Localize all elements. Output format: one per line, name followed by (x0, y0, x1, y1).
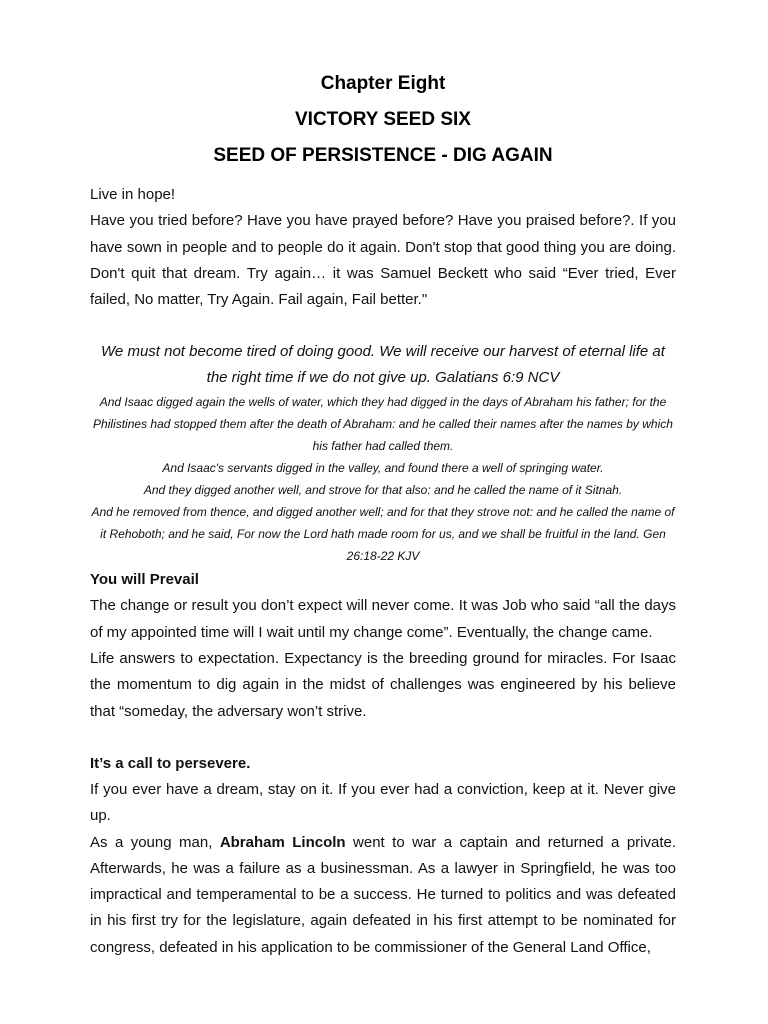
intro-paragraph: Have you tried before? Have you have prayed before? Have you praised before?. If you have sown in people and to people do it again. Don't stop that good thing you are doing. Don't quit that dream. Try again… it was Samuel Beckett who said “Ever tried, Ever failed, No matter, Try Again. Fail again, Fail better." (90, 212, 676, 309)
prevail-paragraph-2: Life answers to expectation. Expectancy is the breeding ground for miracles. For Isaac the momentum to dig again in the midst of challenges was engineered by his believe that “someday, the adversary won’t strive. (90, 650, 676, 720)
genesis-quote-verse-22: And he removed from thence, and digged another well; and for that they strove not: and he called the name of it Rehoboth; and he said, For now the Lord hath made room for us, and we shall be fruitful in the land. Gen 26:18-22 KJV (91, 505, 675, 564)
persevere-paragraph-1: If you ever have a dream, stay on it. If you ever had a conviction, keep at it. Never give up. (90, 780, 676, 825)
lincoln-story-text: went to war a captain and returned a private. Afterwards, he was a failure as a businessman. As a lawyer in Springfield, he was too impractical and temperamental to be a success. He turned to politics and was defeated in his first try for the legislature, again defeated in his first attempt to be nominated for congress, defeated in his application to be commissioner of the General Land Office, (90, 833, 677, 956)
document-page (90, 66, 676, 961)
section-subtitle: SEED OF PERSISTENCE - DIG AGAIN (213, 145, 553, 166)
spacer (90, 313, 676, 339)
galatians-quote: We must not become tired of doing good. We will receive our harvest of eternal life at the right time if we do not give up. Galatians 6:9 NCV (101, 343, 665, 387)
abraham-lincoln-name: Abraham Lincoln (219, 833, 346, 851)
genesis-quote-verse-19: And Isaac's servants digged in the valley, and found there a well of springing water. (162, 461, 604, 476)
lincoln-paragraph (90, 830, 676, 961)
lincoln-intro-text: As a young man, (90, 833, 220, 851)
prevail-heading: You will Prevail (90, 571, 199, 589)
genesis-quote-verse-18: And Isaac digged again the wells of water, which they had digged in the days of Abraham his father; for the Philistines had stopped them after the death of Abraham: and he called their names after the names by which his father had called them. (93, 395, 673, 454)
seed-title: VICTORY SEED SIX (295, 109, 471, 130)
chapter-title: Chapter Eight (320, 73, 446, 94)
intro-line: Live in hope! (90, 186, 176, 203)
prevail-paragraph-1: The change or result you don’t expect will never come. It was Job who said “all the days of my appointed time will I wait until my change come”. Eventually, the change came. (90, 597, 676, 641)
spacer (90, 725, 676, 751)
genesis-quote-verse-21: And they digged another well, and strove for that also: and he called the name of it Sitnah. (143, 483, 623, 498)
persevere-heading: It’s a call to persevere. (90, 754, 251, 772)
